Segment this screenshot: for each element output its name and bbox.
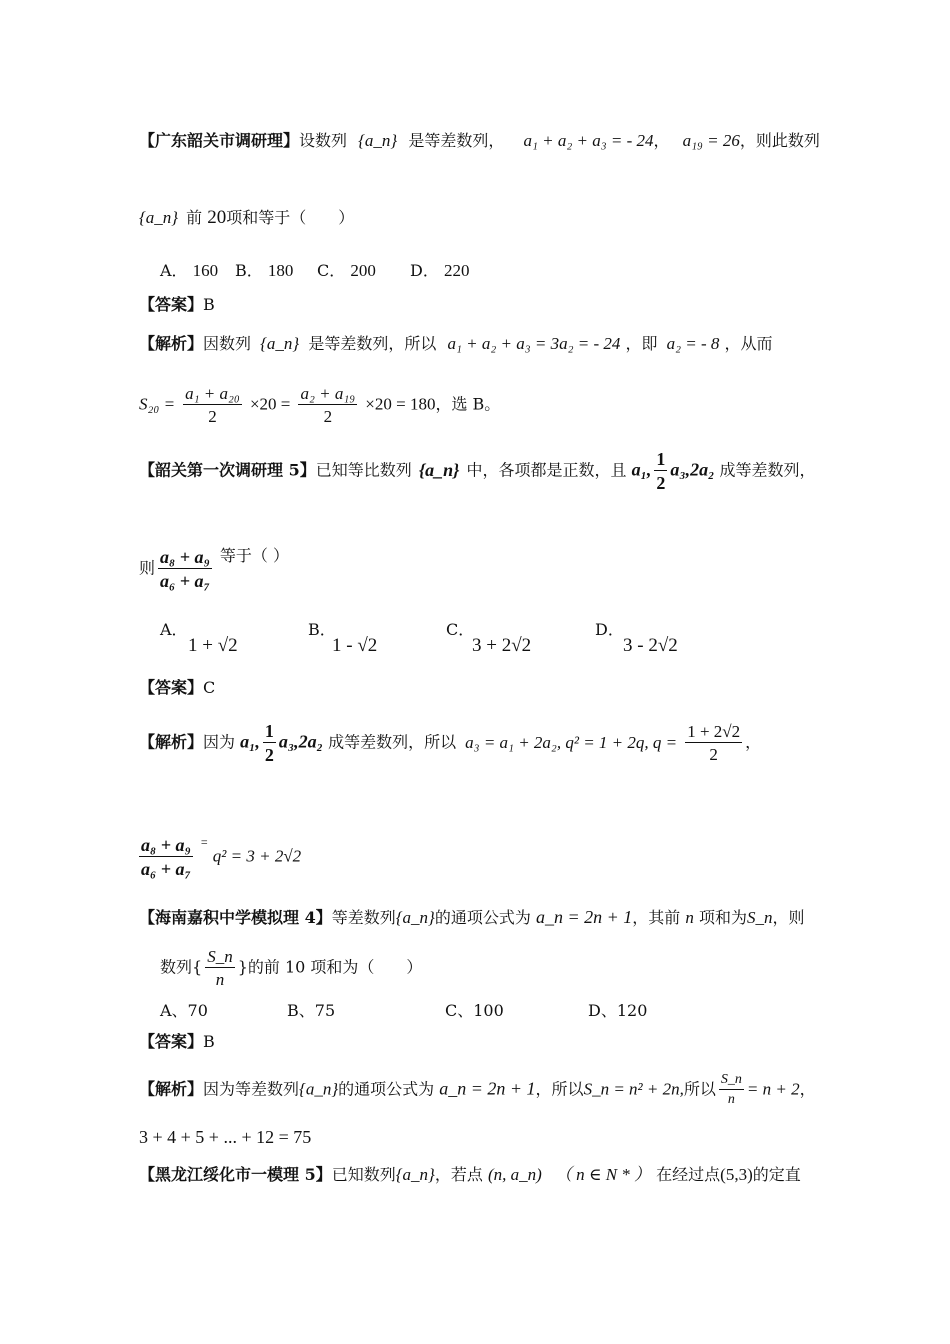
q3-frac-num: S_n bbox=[207, 947, 233, 966]
q1-answer-label: 【答案】 bbox=[139, 295, 204, 314]
q2-option-a-label: A． bbox=[160, 620, 188, 639]
q1-option-d-value: 220 bbox=[443, 261, 470, 280]
q3-stem-g: }的前 10 项和为（ ） bbox=[237, 957, 423, 977]
q3-analysis-eq2: = n + 2 bbox=[746, 1079, 800, 1099]
q2-result-eq: = bbox=[200, 835, 208, 849]
q4-stem-line1 bbox=[139, 1166, 801, 1183]
q1-stem-b: 是等差数列， bbox=[408, 131, 505, 150]
q1-stem-d: 前 bbox=[186, 208, 203, 227]
q1-option-d-label: D． bbox=[410, 261, 439, 280]
q1-option-b bbox=[235, 262, 293, 279]
q1-twenty: 20 bbox=[207, 207, 227, 228]
q4-source: 【黑龙江绥化市一模理 5】 bbox=[139, 1165, 332, 1184]
q2-result-rhs: q² = 3 + 2√2 bbox=[212, 846, 302, 866]
q3-seq: {a_n} bbox=[395, 908, 435, 927]
q3-frac-den: n bbox=[215, 970, 225, 989]
q1-times-1: ×20 = bbox=[249, 394, 291, 414]
q3-formula: a_n = 2n + 1 bbox=[535, 907, 633, 927]
q2-option-c-label: C． bbox=[446, 620, 475, 639]
q3-stem-e: ，则 bbox=[772, 908, 805, 927]
q1-analysis-line1 bbox=[139, 335, 773, 352]
q1-answer bbox=[139, 297, 215, 313]
q2-analysis-half-num: 1 bbox=[264, 721, 274, 741]
q2-option-a bbox=[160, 620, 238, 657]
q2-cond-rest: a₃,2a₂ bbox=[670, 459, 715, 480]
q4-stem-b: ，若点 bbox=[434, 1165, 483, 1184]
q2-result-num: a₈ + a₉ bbox=[141, 835, 191, 855]
q1-cond2: a₁₉ = 26 bbox=[682, 131, 740, 150]
q1-seq: {a_n} bbox=[358, 131, 398, 150]
q2-ask-b: 等于（ ） bbox=[219, 546, 290, 565]
q1-s20-tail: ，选 B。 bbox=[435, 394, 501, 414]
q3-answer-label: 【答案】 bbox=[139, 1032, 204, 1051]
q2-analysis-a1: a₁, bbox=[240, 731, 260, 752]
q2-ask-line bbox=[139, 548, 289, 590]
q3-answer-value: B bbox=[203, 1032, 215, 1051]
q3-analysis-d: 所以 bbox=[683, 1079, 716, 1099]
q2-q-num: 1 + 2√2 bbox=[687, 722, 741, 741]
q2-ratio-num: a₈ + a₉ bbox=[160, 547, 210, 567]
q1-stem-line2 bbox=[139, 208, 354, 227]
q3-source: 【海南嘉积中学模拟理 4】 bbox=[139, 908, 332, 927]
q3-frac bbox=[205, 948, 235, 988]
q3-option-a: A、70 bbox=[160, 1001, 208, 1020]
q3-stem-line2 bbox=[160, 948, 422, 988]
q2-option-c bbox=[446, 620, 532, 657]
q3-answer bbox=[139, 1034, 215, 1050]
q1-option-d bbox=[410, 262, 469, 279]
q2-source: 【韶关第一次调研理 5】 bbox=[139, 460, 316, 480]
q2-option-b bbox=[308, 620, 378, 657]
q1-s20-lhs: S₂₀ = bbox=[139, 394, 176, 414]
q2-options bbox=[160, 620, 678, 657]
q1-option-a bbox=[160, 261, 218, 280]
q3-analysis-frac bbox=[719, 1073, 744, 1107]
q3-analysis-c: ，所以 bbox=[535, 1079, 584, 1099]
q2-option-b-label: B． bbox=[308, 620, 336, 639]
q2-stem-a: 已知等比数列 bbox=[315, 460, 412, 480]
q3-analysis-eq: S_n = n² + 2n, bbox=[583, 1079, 684, 1099]
q2-option-c-value: 3 + 2√2 bbox=[472, 635, 532, 656]
q3-analysis-seq: {a_n} bbox=[299, 1079, 339, 1099]
q3-sum: 3 + 4 + 5 + ... + 12 = 75 bbox=[139, 1127, 312, 1147]
q3-n: n bbox=[685, 908, 694, 927]
q1-frac-2-den: 2 bbox=[323, 407, 333, 426]
q1-stem-e: 项和等于（ ） bbox=[226, 208, 355, 227]
q3-analysis-frac-den: n bbox=[727, 1092, 735, 1107]
q2-option-d bbox=[595, 620, 678, 657]
q1-stem-a: 设数列 bbox=[299, 131, 348, 150]
q1-frac-2 bbox=[298, 385, 357, 425]
q1-seq-2: {a_n} bbox=[139, 208, 179, 227]
q2-analysis-eq: a₃ = a₁ + 2a₂, q² = 1 + 2q, q = bbox=[465, 732, 678, 752]
q3-stem-c: ，其前 bbox=[632, 908, 681, 927]
q3-stem-line1 bbox=[139, 908, 804, 926]
q3-stem-b: 的通项公式为 bbox=[434, 908, 531, 927]
q2-option-d-value: 3 - 2√2 bbox=[623, 635, 678, 656]
q1-option-c-label: C． bbox=[317, 261, 346, 280]
q2-analysis-rest: a₃,2a₂ bbox=[278, 731, 323, 752]
q2-analysis-half bbox=[263, 722, 276, 764]
q1-stem-c: ，则此数列 bbox=[739, 131, 820, 150]
q2-cond-a1: a₁, bbox=[631, 459, 652, 480]
q4-cond: （ n ∈ N * ） bbox=[554, 1165, 652, 1184]
q4-stem-a: 已知数列 bbox=[331, 1165, 396, 1184]
q3-analysis-formula: a_n = 2n + 1 bbox=[439, 1078, 536, 1099]
q4-point: (n, a_n) bbox=[487, 1165, 542, 1184]
q1-answer-value: B bbox=[203, 295, 215, 314]
q3-analysis-a: 因为等差数列 bbox=[203, 1079, 300, 1099]
q1-analysis-d: ，从而 bbox=[724, 334, 773, 353]
q2-option-a-value: 1 + √2 bbox=[188, 635, 238, 656]
q2-option-d-label: D． bbox=[595, 620, 624, 639]
q1-cond1: a₁ + a₂ + a₃ = - 24 bbox=[523, 131, 654, 150]
q1-analysis-b: 是等差数列，所以 bbox=[308, 334, 437, 353]
q3-sum-line bbox=[139, 1128, 311, 1146]
q2-half bbox=[654, 450, 667, 492]
q2-analysis-half-den: 2 bbox=[264, 745, 274, 765]
q1-frac-1-num: a₁ + a₂₀ bbox=[185, 384, 240, 403]
q2-stem-c: 成等差数列， bbox=[719, 460, 816, 480]
q3-analysis-b: 的通项公式为 bbox=[338, 1079, 435, 1099]
q1-analysis-seq: {a_n} bbox=[260, 334, 300, 353]
q2-stem-line1 bbox=[139, 450, 816, 492]
q2-result-den: a₆ + a₇ bbox=[141, 859, 191, 879]
q1-analysis-a: 因数列 bbox=[203, 334, 252, 353]
q4-stem-d: 的定直 bbox=[752, 1165, 801, 1184]
q1-source: 【广东韶关市调研理】 bbox=[139, 131, 300, 150]
q3-options bbox=[160, 1001, 648, 1020]
q2-answer-label: 【答案】 bbox=[139, 678, 204, 697]
q2-result-frac bbox=[139, 836, 193, 878]
q2-ask-a: 则 bbox=[139, 558, 156, 578]
q2-q-frac bbox=[685, 723, 742, 763]
q3-analysis-e: ， bbox=[799, 1079, 816, 1099]
q1-option-c-value: 200 bbox=[350, 261, 376, 280]
q2-analysis-b: 成等差数列，所以 bbox=[328, 732, 457, 752]
q2-stem-b: 中，各项都是正数，且 bbox=[466, 460, 627, 480]
q1-analysis-eq2: a₂ = - 8 bbox=[666, 334, 720, 353]
q1-stem-line1 bbox=[139, 132, 820, 149]
q3-stem-f: 数列{ bbox=[160, 957, 203, 977]
q1-frac-1-den: 2 bbox=[208, 407, 217, 426]
q1-analysis-c: ，即 bbox=[625, 334, 658, 353]
q1-comma: ， bbox=[653, 131, 670, 150]
q2-half-den: 2 bbox=[656, 473, 666, 493]
q3-analysis-label: 【解析】 bbox=[139, 1079, 204, 1099]
q1-analysis-eq1: a₁ + a₂ + a₃ = 3a₂ = - 24 bbox=[447, 334, 621, 353]
q2-analysis-line1 bbox=[139, 722, 761, 764]
q2-ratio bbox=[158, 548, 212, 590]
q3-option-d: D、120 bbox=[588, 1001, 648, 1020]
q4-seq: {a_n} bbox=[395, 1165, 435, 1184]
q2-half-num: 1 bbox=[656, 449, 666, 469]
q2-q-den: 2 bbox=[709, 745, 718, 764]
q3-sn: S_n bbox=[746, 908, 773, 927]
q3-analysis-frac-num: S_n bbox=[719, 1073, 744, 1090]
q4-stem-c: 在经过点 bbox=[656, 1165, 721, 1184]
q4-point2: (5,3) bbox=[720, 1165, 753, 1184]
q2-analysis-c: ， bbox=[745, 732, 762, 752]
q2-ratio-den: a₆ + a₇ bbox=[160, 571, 210, 591]
q2-result-line bbox=[139, 836, 301, 878]
q1-options bbox=[160, 261, 470, 280]
q1-analysis-label: 【解析】 bbox=[139, 334, 204, 353]
q3-analysis-line1 bbox=[139, 1073, 816, 1107]
q2-analysis-a: 因为 bbox=[203, 732, 236, 752]
q1-option-b-label: B． bbox=[235, 261, 263, 280]
q1-times-2: ×20 = 180 bbox=[365, 394, 436, 414]
q2-seq: {a_n} bbox=[418, 459, 460, 480]
q1-option-c bbox=[317, 262, 376, 279]
q1-option-a-label: A． bbox=[160, 261, 188, 280]
q1-frac-2-num: a₂ + a₁₉ bbox=[300, 384, 356, 403]
q3-stem-a: 等差数列 bbox=[331, 908, 396, 927]
q3-option-c: C、100 bbox=[445, 1001, 504, 1020]
q2-option-b-value: 1 - √2 bbox=[332, 635, 378, 656]
q1-option-a-value: 160 bbox=[192, 261, 219, 280]
q3-option-b: B、75 bbox=[287, 1001, 336, 1020]
q1-s20-line bbox=[139, 385, 500, 425]
q2-analysis-label: 【解析】 bbox=[139, 732, 204, 752]
q3-stem-d: 项和为 bbox=[698, 908, 747, 927]
q1-frac-1 bbox=[183, 385, 242, 425]
q2-answer bbox=[139, 680, 215, 696]
q1-option-b-value: 180 bbox=[267, 261, 294, 280]
q2-answer-value: C bbox=[203, 678, 216, 697]
